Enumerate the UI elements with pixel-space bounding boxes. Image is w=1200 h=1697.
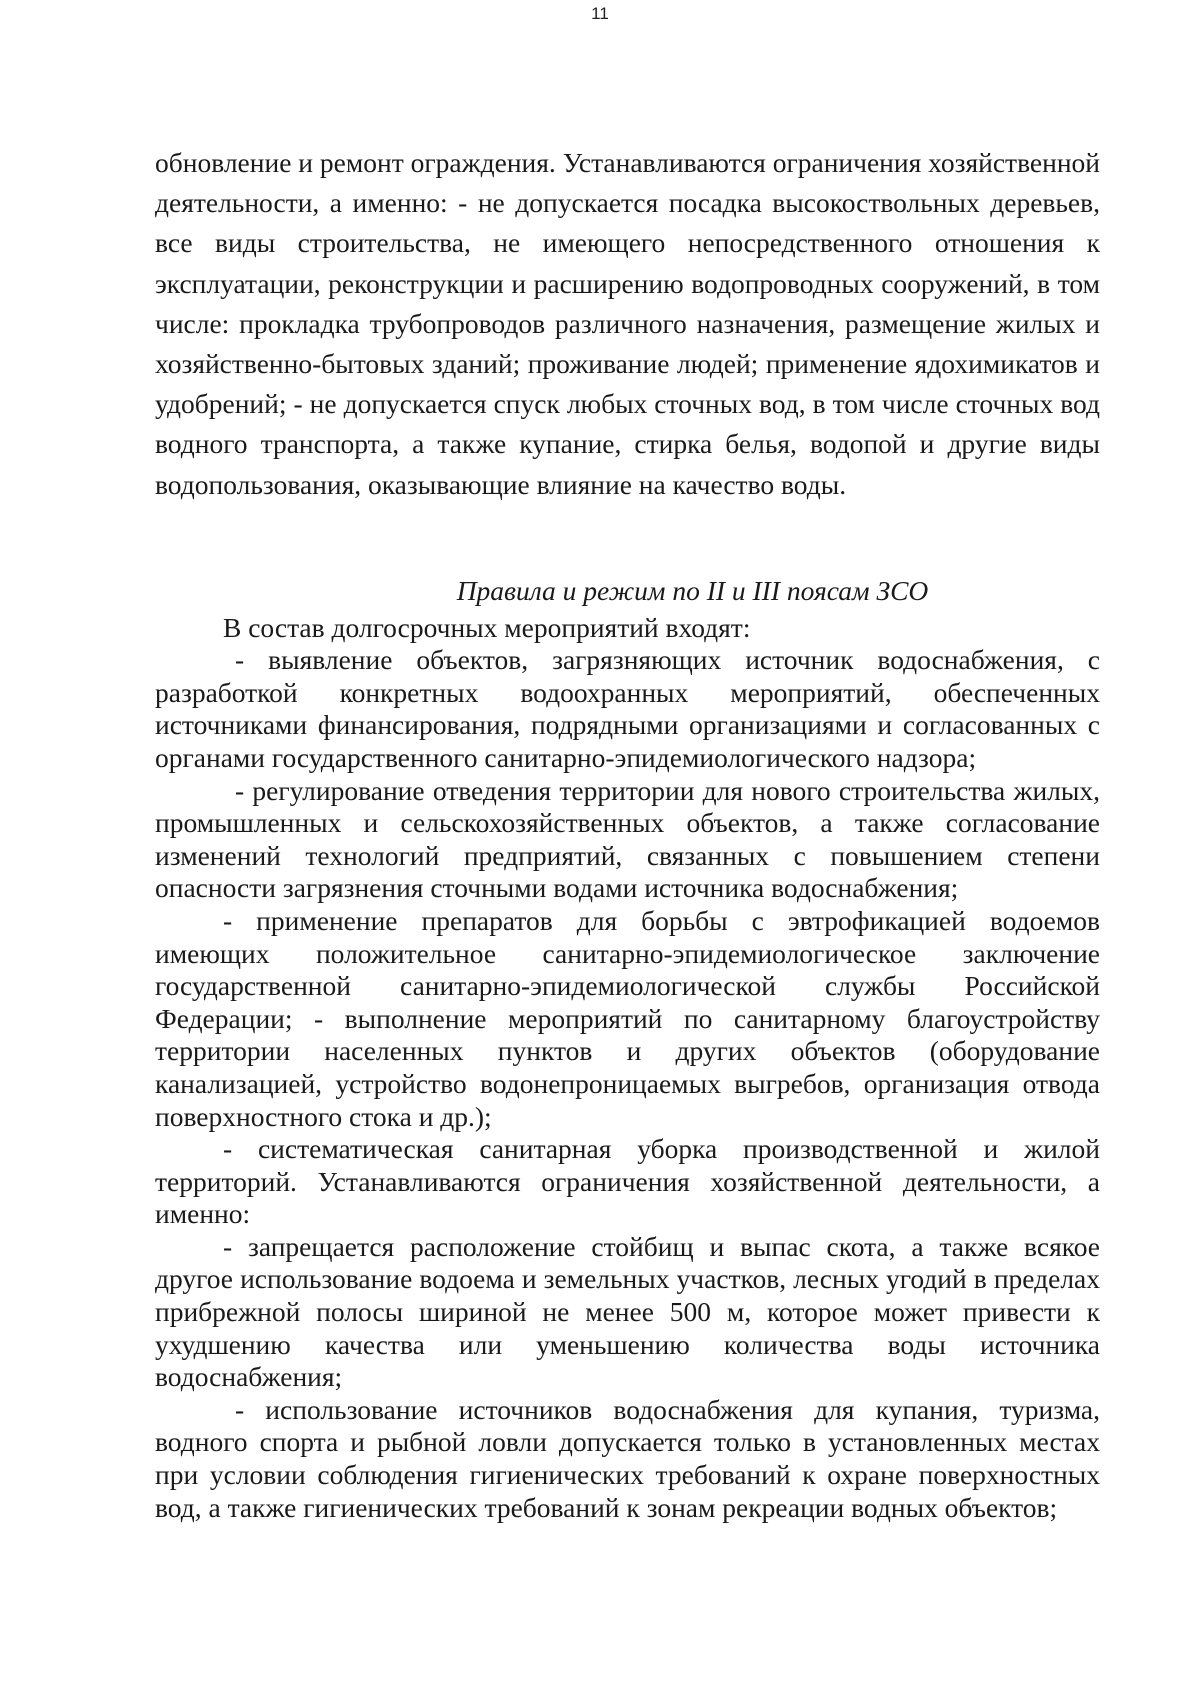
- list-item: - выявление объектов, загрязняющих источник водоснабжения, с разработкой конкретных водоохранных мероприятий, обеспеченных источниками финансирования, подрядными организациями и согласованных с органами государственного санитарно-эпидемиологического надзора;: [155, 644, 1100, 773]
- list-item: - систематическая санитарная уборка производственной и жилой территорий. Устанавливаются ограничения хозяйственной деятельности, а именно:: [155, 1133, 1100, 1230]
- intro-paragraph: обновление и ремонт ограждения. Устанавливаются ограничения хозяйственной деятельности, а именно: - не допускается посадка высокоствольных деревьев, все виды строительства, не имеющего непосредственного отношения к эксплуатации, реконструкции и расширению водопроводных сооружений, в том числе: прокладка трубопроводов различного назначения, размещение жилых и хозяйственно-бытовых зданий; проживание людей; применение ядохимикатов и удобрений; - не допускается спуск любых сточных вод, в том числе сточных вод водного транспорта, а также купание, стирка белья, водопой и другие виды водопользования, оказывающие влияние на качество воды.: [155, 147, 1100, 500]
- list-item: - запрещается расположение стойбищ и выпас скота, а также всякое другое использование водоема и земельных участков, лесных угодий в пределах прибрежной полосы шириной не менее 500 м, которое может привести к ухудшению качества или уменьшению количества воды источника водоснабжения;: [155, 1230, 1100, 1393]
- list-item: - регулирование отведения территории для нового строительства жилых, промышленных и сельскохозяйственных объектов, а также согласование изменений технологий предприятий, связанных с повышением степени опасности загрязнения сточными водами источника водоснабжения;: [155, 774, 1100, 904]
- list-item: - применение препаратов для борьбы с эвтрофикацией водоемов имеющих положительное санитарно-эпидемиологическое заключение государственной санитарно-эпидемиологической службы Российской Федерации; - выполнение мероприятий по санитарному благоустройству территории населенных пунктов и других объектов (оборудование канализацией, устройство водонепроницаемых выгребов, организация отвода поверхностного стока и др.);: [155, 904, 1100, 1132]
- section-zso-rules: [155, 575, 1100, 1524]
- intro-text-block: [155, 143, 1100, 505]
- list-item: - использование источников водоснабжения для купания, туризма, водного спорта и рыбной ловли допускается только в установленных местах при условии соблюдения гигиенических требований к охране поверхностных вод, а также гигиенических требований к зонам рекреации водных объектов;: [155, 1393, 1100, 1523]
- section-lead: В состав долгосрочных мероприятий входят:: [223, 611, 751, 643]
- section-heading: Правила и режим по II и III поясам ЗСО: [456, 575, 929, 606]
- page-number: 11: [591, 4, 609, 23]
